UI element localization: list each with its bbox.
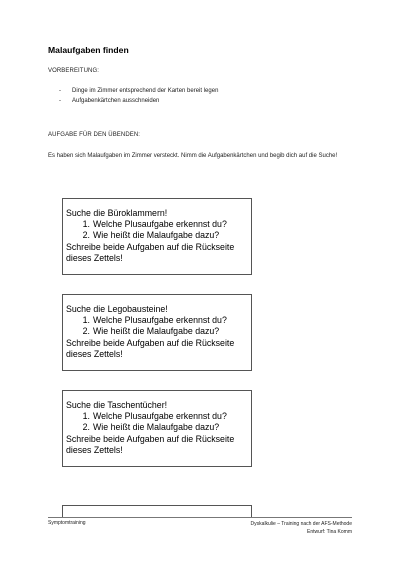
question-number: 1.	[82, 315, 90, 326]
preparation-list	[59, 86, 218, 106]
task-intro: Es haben sich Malaufgaben im Zimmer versteckt. Nimm die Aufgabenkärtchen und begib dich auf die Suche!	[48, 153, 338, 159]
task-card	[62, 198, 252, 275]
preparation-heading: VORBEREITUNG:	[48, 68, 99, 74]
card-search-text: Suche die Büroklammern!	[66, 208, 168, 218]
list-item	[59, 86, 218, 96]
task-card	[62, 294, 252, 371]
question-text: Welche Plusaufgabe erkennst du?	[93, 219, 227, 230]
task-card	[62, 390, 252, 467]
card-question	[66, 219, 251, 230]
footer-left: Symptomtraining	[48, 520, 86, 526]
question-number: 1.	[82, 411, 90, 422]
question-text: Welche Plusaufgabe erkennst du?	[93, 315, 227, 326]
card-instruction: Schreibe beide Aufgaben auf die Rückseite dieses Zettels!	[66, 433, 235, 455]
dash-bullet: -	[59, 98, 61, 104]
card-question	[66, 230, 251, 241]
question-number: 2.	[82, 422, 90, 433]
card-question-list	[66, 411, 251, 433]
question-number: 2.	[82, 230, 90, 241]
task-heading: AUFGABE FÜR DEN ÜBENDEN:	[48, 132, 141, 138]
list-item	[59, 96, 218, 106]
card-question	[66, 411, 251, 422]
card-search-text: Suche die Taschentücher!	[66, 400, 168, 410]
page-title: Malaufgaben finden	[48, 45, 129, 55]
card-question	[66, 326, 251, 337]
dash-bullet: -	[59, 88, 61, 94]
card-instruction: Schreibe beide Aufgaben auf die Rückseite dieses Zettels!	[66, 337, 235, 359]
list-item-text: Aufgabenkärtchen ausschneiden	[72, 98, 160, 104]
footer-right-line2: Entwurf: Tina Komm	[306, 529, 352, 535]
list-item-text: Dinge im Zimmer entsprechend der Karten bereit legen	[72, 88, 219, 94]
card-question-list	[66, 219, 251, 241]
card-question-list	[66, 315, 251, 337]
question-text: Wie heißt die Malaufgabe dazu?	[93, 230, 220, 241]
card-instruction: Schreibe beide Aufgaben auf die Rückseite dieses Zettels!	[66, 241, 235, 263]
question-text: Wie heißt die Malaufgabe dazu?	[93, 326, 220, 337]
card-search-text: Suche die Legobausteine!	[66, 304, 168, 314]
footer-divider	[48, 517, 352, 518]
card-question	[66, 315, 251, 326]
question-text: Welche Plusaufgabe erkennst du?	[93, 411, 227, 422]
footer-right-line1: Dyskalkulie – Training nach der AFS-Methode	[250, 521, 352, 527]
card-question	[66, 422, 251, 433]
footer-right	[251, 520, 352, 536]
question-number: 1.	[82, 219, 90, 230]
question-text: Wie heißt die Malaufgabe dazu?	[93, 422, 220, 433]
question-number: 2.	[82, 326, 90, 337]
